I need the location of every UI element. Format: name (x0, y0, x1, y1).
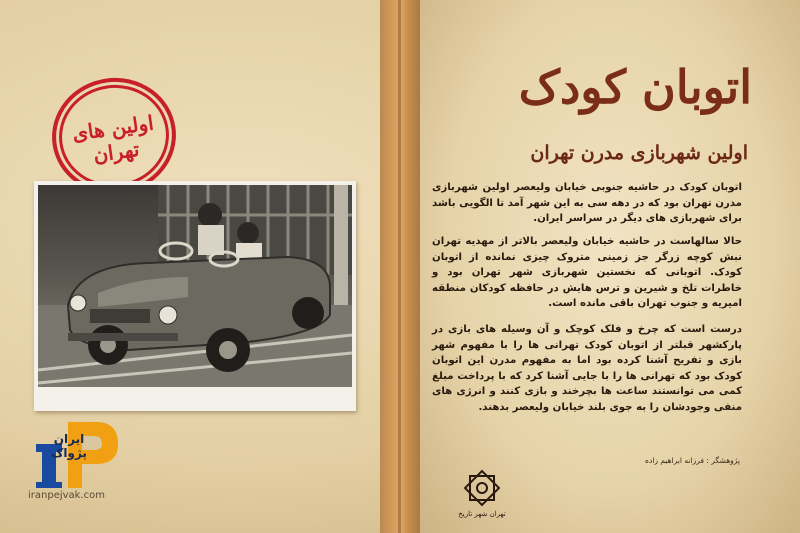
tehran-emblem-icon (462, 468, 502, 508)
brand-name: ایران پژواک (51, 432, 87, 460)
child-car-illustration (38, 185, 352, 387)
paragraph-2: حالا سالهاست در حاشیه خیابان ولیعصر بالاتر از مهدیه تهران نبش کوچه زرگر جز زمینی متروک چیزی نمانده از اتوبان کودک. اتوبانی که نخستین شهربازی شهر تهران بود و خاطرات تلخ و شیرین و ترس هایش در حافظه کودکان منطقه امیریه و جنوب تهران باقی مانده است. (432, 236, 742, 309)
page-title: اتوبان کودک (518, 60, 752, 114)
org-text: تهران شهر تاریخ (458, 510, 506, 518)
photo-image (38, 185, 352, 387)
brand-url: iranpejvak.com (28, 490, 106, 501)
left-page (0, 0, 380, 533)
paragraph-1: اتوبان کودک در حاشیه جنوبی خیابان ولیعصر اولین شهربازی مدرن تهران بود که در دهه سی به این شهر آمد تا الگویی باشد برای شهربازی های دیگر در سراسر ایران. (432, 182, 742, 224)
vintage-photo (34, 181, 356, 411)
paragraph-3: درست است که چرخ و فلک کوچک و آن وسیله های بازی در پارکشهر قبلتر از اتوبان کودک تهرانی ها را با مفهوم شهر بازی و تفریح آشنا کرده بود اما به مفهوم مدرن این اتوبان کودک بود که تهرانی ها را با جایی آشنا کرد که با پرداخت مبلغ کمی می توانستند ساعت ها بچرخند و بازی کنند و انرژی های منفی وجودشان را به جوی بلند خیابان ولیعصر بدهند. (432, 324, 742, 413)
stamp-text: اولین های تهران (70, 110, 156, 167)
book-spine (380, 0, 420, 533)
page-subtitle: اولین شهربازی مدرن تهران (530, 142, 748, 164)
researcher-credit: پژوهشگر : فرزانه ابراهیم زاده (645, 456, 740, 465)
